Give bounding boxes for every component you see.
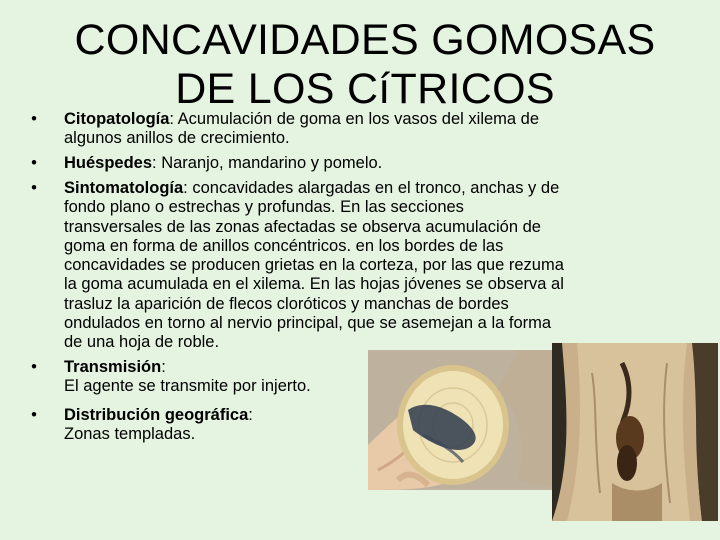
- bullet-text: transversales de las zonas afectadas se observa acumulación de: [64, 217, 541, 236]
- bullet-text: concavidades se producen grietas en la corteza, por las que rezuma: [64, 256, 564, 275]
- bullet-text: ondulados en torno al nervio principal, que se asemejan a la forma: [64, 314, 552, 333]
- bullet-text: fondo plano o estrechas y profundas. En las secciones: [64, 198, 464, 217]
- bullet-text: Zonas templadas.: [64, 425, 196, 444]
- bullet-label: Sintomatología: [64, 179, 184, 197]
- title-line-2: DE LOS CíTRICOS: [175, 65, 555, 113]
- bullet-text: : Acumulación de goma en los vasos del xilema de: [169, 110, 540, 128]
- bullet-distribucion: [31, 406, 696, 445]
- bullet-huespedes: [31, 154, 696, 173]
- slide-title: [30, 16, 700, 114]
- bullet-label: Citopatología: [64, 110, 170, 128]
- bullet-text: trasluz la aparición de flecos cloróticos y manchas de bordes: [64, 294, 509, 313]
- bullet-text: :: [248, 406, 253, 424]
- bullet-text: la goma acumulada en el xilema. En las hojas jóvenes se observa al: [64, 275, 564, 294]
- title-line-1: CONCAVIDADES GOMOSAS: [74, 16, 656, 64]
- bullet-text: : Naranjo, mandarino y pomelo.: [152, 154, 383, 172]
- bullet-marker: •: [31, 179, 37, 197]
- bullet-transmision: [31, 358, 696, 397]
- bullet-marker: •: [31, 154, 37, 172]
- bullet-marker: •: [31, 110, 37, 128]
- bullet-citopatologia: [31, 110, 696, 149]
- bullet-text: de una hoja de roble.: [64, 333, 220, 352]
- bullet-text: :: [161, 358, 166, 376]
- bullet-text: goma en forma de anillos concéntricos. en los bordes de las: [64, 236, 504, 255]
- bullet-sintomatologia: [31, 179, 696, 353]
- bullet-marker: •: [31, 358, 37, 376]
- bullet-label: Huéspedes: [64, 154, 153, 172]
- bullet-label: Transmisión: [64, 358, 162, 376]
- bullet-text: algunos anillos de crecimiento.: [64, 129, 290, 148]
- bullet-text: : concavidades alargadas en el tronco, anchas y de: [183, 179, 560, 197]
- bullet-text: El agente se transmite por injerto.: [64, 377, 311, 396]
- bullet-label: Distribución geográfica: [64, 406, 249, 424]
- bullet-marker: •: [31, 406, 37, 424]
